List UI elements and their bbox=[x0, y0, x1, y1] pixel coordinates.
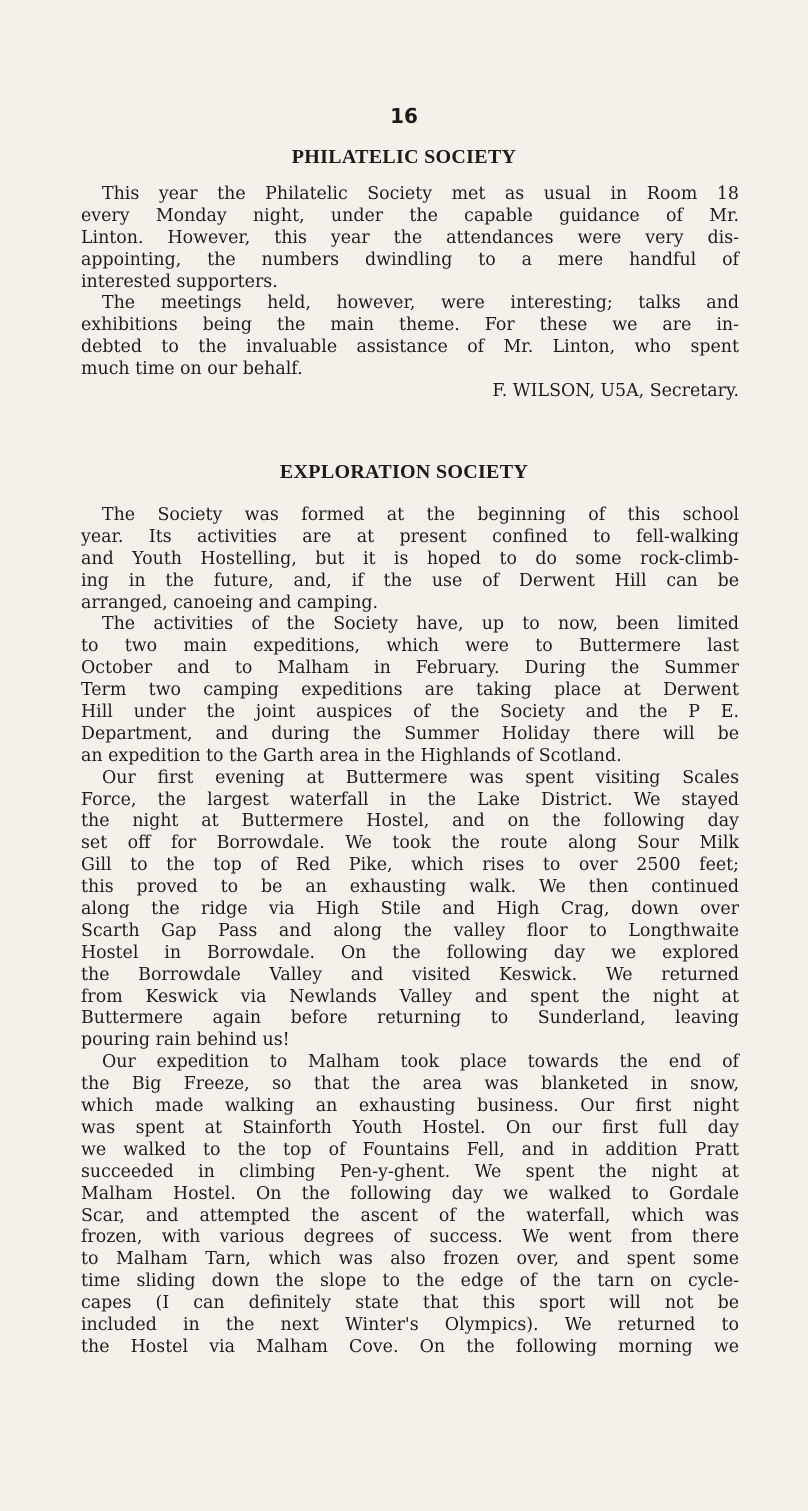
section-heading-philatelic: PHILATELIC SOCIETY bbox=[291, 146, 517, 168]
text-line: Our expedition to Malham took place towards the end of bbox=[102, 1052, 739, 1073]
text-line: debted to the invaluable assistance of Mr. Linton, who spent bbox=[81, 337, 739, 358]
text-line: Department, and during the Summer Holiday there will be bbox=[81, 723, 739, 744]
text-line: an expedition to the Garth area in the Highlands of Scotland. bbox=[81, 745, 622, 766]
text-line: this proved to be an exhausting walk. We then continued bbox=[81, 877, 739, 898]
text-line: from Keswick via Newlands Valley and spent the night at bbox=[81, 986, 739, 1007]
page-number: 16 bbox=[390, 104, 418, 128]
text-line: the Hostel via Malham Cove. On the following morning we bbox=[81, 1336, 739, 1357]
text-line: the night at Buttermere Hostel, and on the following day bbox=[81, 811, 739, 832]
text-line: Scar, and attempted the ascent of the waterfall, which was bbox=[81, 1205, 739, 1226]
text-line: set off for Borrowdale. We took the route along Sour Milk bbox=[81, 833, 739, 854]
text-line: the Borrowdale Valley and visited Keswick. We returned bbox=[81, 964, 739, 985]
signature-line: F. WILSON, U5A, Secretary. bbox=[492, 381, 739, 402]
text-line: every Monday night, under the capable guidance of Mr. bbox=[81, 205, 739, 226]
text-line: The activities of the Society have, up to now, been limited bbox=[102, 614, 739, 635]
text-line: pouring rain behind us! bbox=[81, 1030, 290, 1051]
text-line: Force, the largest waterfall in the Lake District. We stayed bbox=[81, 789, 739, 810]
text-line: the Big Freeze, so that the area was blanketed in snow, bbox=[81, 1074, 739, 1095]
text-line: The Society was formed at the beginning of this school bbox=[102, 505, 739, 525]
section-heading-exploration: EXPLORATION SOCIETY bbox=[279, 461, 529, 483]
text-line: interested supporters. bbox=[81, 271, 278, 292]
text-line: The meetings held, however, were interesting; talks and bbox=[102, 293, 739, 314]
text-line: October and to Malham in February. During the Summer bbox=[81, 658, 739, 679]
section-body-exploration bbox=[81, 505, 739, 1359]
text-line: capes (I can definitely state that this sport will not be bbox=[81, 1293, 739, 1314]
text-line: much time on our behalf. bbox=[81, 359, 303, 380]
text-line: Our first evening at Buttermere was spent visiting Scales bbox=[102, 767, 739, 788]
text-line: arranged, canoeing and camping. bbox=[81, 592, 379, 613]
text-line: Buttermere again before returning to Sunderland, leaving bbox=[81, 1008, 739, 1029]
text-line: to Malham Tarn, which was also frozen over, and spent some bbox=[81, 1249, 739, 1270]
text-line: to two main expeditions, which were to Buttermere last bbox=[81, 636, 739, 657]
text-line: ing in the future, and, if the use of Derwent Hill can be bbox=[81, 570, 739, 591]
text-line: succeeded in climbing Pen-y-ghent. We spent the night at bbox=[81, 1161, 739, 1182]
text-line: which made walking an exhausting business. Our first night bbox=[81, 1096, 739, 1117]
text-line: time sliding down the slope to the edge of the tarn on cycle- bbox=[81, 1271, 739, 1292]
text-line: Hostel in Borrowdale. On the following day we explored bbox=[81, 942, 739, 963]
text-line: Gill to the top of Red Pike, which rises to over 2500 feet; bbox=[81, 855, 739, 876]
text-line: we walked to the top of Fountains Fell, and in addition Pratt bbox=[81, 1139, 739, 1160]
section-body-philatelic bbox=[81, 184, 739, 403]
text-line: was spent at Stainforth Youth Hostel. On our first full day bbox=[81, 1117, 739, 1138]
text-line: Hill under the joint auspices of the Society and the P E. bbox=[81, 702, 739, 723]
text-line: along the ridge via High Stile and High Crag, down over bbox=[81, 899, 739, 920]
text-line: This year the Philatelic Society met as usual in Room 18 bbox=[102, 184, 739, 204]
text-line: Linton. However, this year the attendances were very dis- bbox=[81, 227, 739, 248]
text-line: and Youth Hostelling, but it is hoped to do some rock-climb- bbox=[81, 548, 739, 569]
text-line: Malham Hostel. On the following day we walked to Gordale bbox=[81, 1183, 739, 1204]
text-line: included in the next Winter's Olympics). We returned to bbox=[81, 1314, 739, 1335]
text-line: frozen, with various degrees of success. We went from there bbox=[81, 1227, 739, 1248]
text-line: Term two camping expeditions are taking place at Derwent bbox=[81, 680, 739, 701]
text-line: exhibitions being the main theme. For these we are in- bbox=[81, 315, 739, 336]
text-line: Scarth Gap Pass and along the valley floor to Longthwaite bbox=[81, 920, 739, 941]
text-line: year. Its activities are at present confined to fell-walking bbox=[81, 526, 739, 547]
text-line: appointing, the numbers dwindling to a mere handful of bbox=[81, 249, 739, 270]
